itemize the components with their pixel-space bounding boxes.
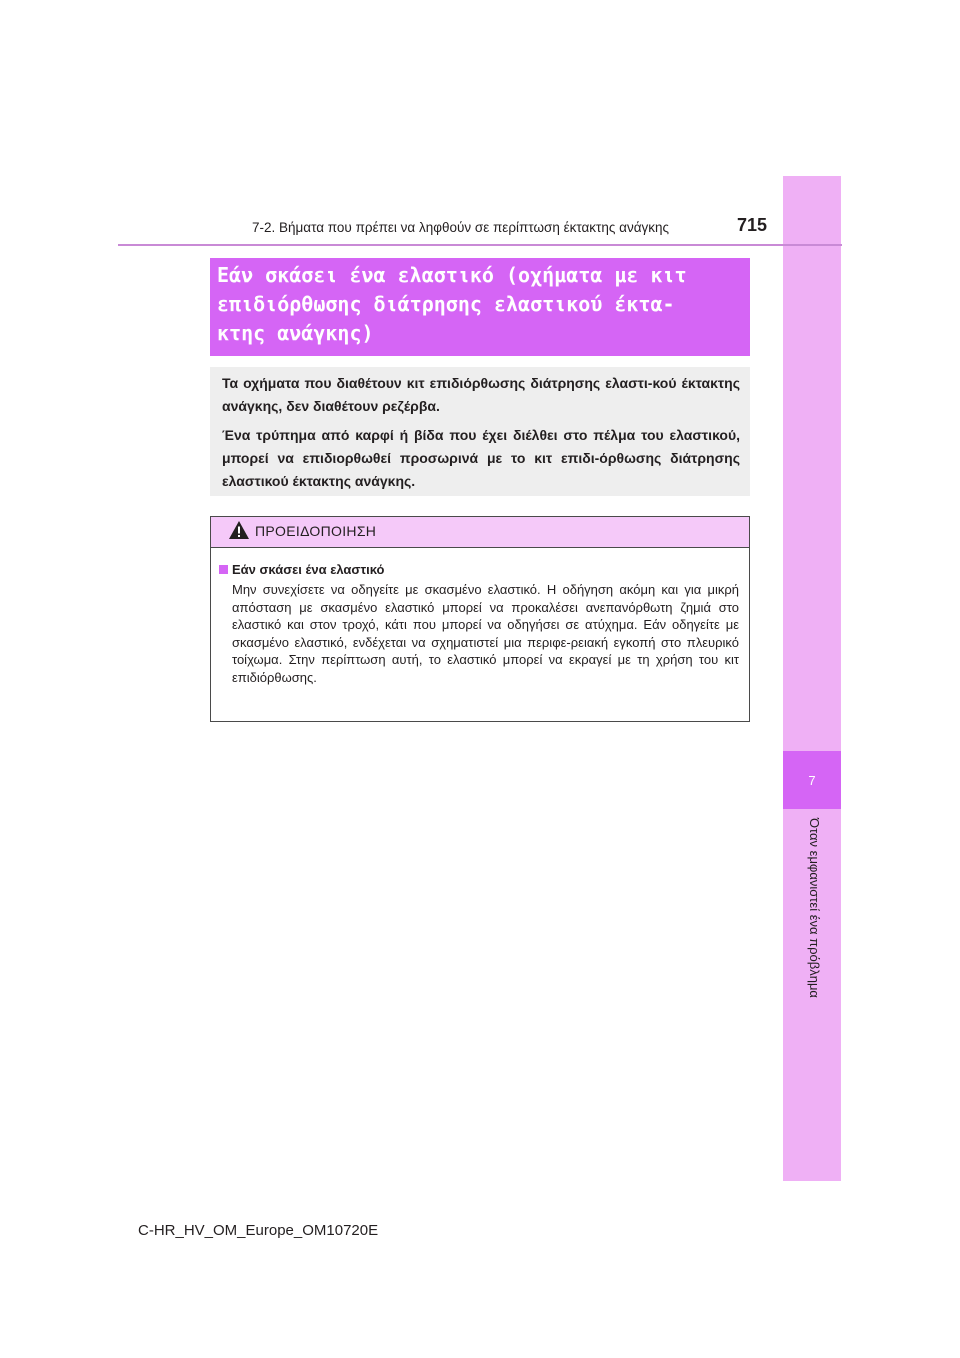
bullet-square-icon (219, 565, 228, 574)
document-code: C-HR_HV_OM_Europe_OM10720E (138, 1222, 379, 1239)
warning-text: Μην συνεχίσετε να οδηγείτε με σκασμένο ελαστικό. Η οδήγηση ακόμη και για μικρή απόσταση με σκασμένο ελαστικό μπορεί να προκαλέσει ανεπανόρθωτη ζημιά στο ελαστικό και στον τροχό, κάτι που μπορεί να οδηγήσει σε ατύχημα. Εάν οδηγείτε με σκασμένο ελαστικό, ενδέχεται να σχηματιστεί μια περιφε-ρειακή εγκοπή στο πλευρικό τοίχωμα. Στην περίπτωση αυτή, το ελαστικό μπορεί να εκραγεί με τη χρήση του κιτ επιδιόρθωσης. (232, 582, 739, 685)
warning-header (211, 517, 749, 548)
title-line-2: επιδιόρθωσης διάτρησης ελαστικού έκτα- (217, 292, 675, 316)
header-divider (118, 244, 842, 246)
warning-title: ΠΡΟΕΙΔΟΠΟΙΗΣΗ (255, 523, 377, 539)
warning-heading (219, 561, 739, 578)
page-number: 715 (737, 215, 768, 235)
section-header: 7-2. Βήματα που πρέπει να ληφθούν σε περίπτωση έκτακτης ανάγκης (252, 220, 670, 235)
intro-paragraph-1: Τα οχήματα που διαθέτουν κιτ επιδιόρθωσης διάτρησης ελαστι-κού έκτακτης ανάγκης, δεν διαθέτουν ρεζέρβα. (222, 375, 740, 414)
warning-box (210, 516, 750, 722)
title-line-1: Εάν σκάσει ένα ελαστικό (οχήματα με κιτ (217, 263, 687, 287)
chapter-label: Όταν εμφανιστεί ένα πρόβλημα (807, 818, 822, 998)
warning-body (211, 548, 749, 686)
intro-box (210, 367, 750, 496)
page-title (210, 258, 750, 356)
warning-heading-text: Εάν σκάσει ένα ελαστικό (232, 562, 385, 577)
warning-triangle-icon (228, 520, 250, 540)
intro-paragraph-2: Ένα τρύπημα από καρφί ή βίδα που έχει διέλθει στο πέλμα του ελαστικού, μπορεί να επιδιορθωθεί προσωρινά με το κιτ επιδι-όρθωσης διάτρησης ελαστικού έκτακτης ανάγκης. (222, 427, 740, 489)
title-line-3: κτης ανάγκης) (217, 321, 374, 345)
chapter-number: 7 (783, 751, 841, 809)
